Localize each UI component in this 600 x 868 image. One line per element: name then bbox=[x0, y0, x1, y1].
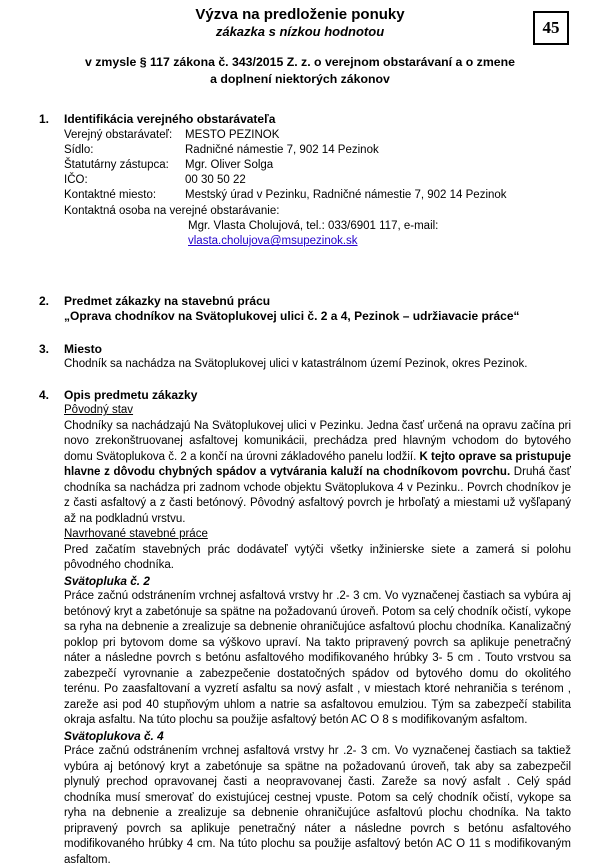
contact-email-link[interactable]: vlasta.cholujova@msupezinok.sk bbox=[188, 235, 358, 248]
subheading-proposed-works: Navrhované stavebné práce bbox=[64, 528, 208, 541]
paragraph-bold-text: K tejto oprave sa pristupuje hlavne z dôvodu chybných spádov a vytvárania kaluží na chodníkovom povrchu. bbox=[64, 450, 571, 479]
section-heading: Predmet zákazky na stavebnú prácu bbox=[64, 293, 271, 308]
law-line-1: v zmysle § 117 zákona č. 343/2015 Z. z. o verejnom obstarávaní a o zmene bbox=[85, 55, 515, 69]
kv-row-address bbox=[64, 143, 571, 158]
subheading-svatopluka-2: Svätopluka č. 2 bbox=[64, 573, 150, 588]
paragraph-text: Chodníky sa nachádzajú Na Svätoplukovej ulici v Pezinku. Jedna časť určená na opravu začína pri novo zrekonštruovanej asfaltovej komunikácii, prechádza pred hlavným vchodom do bytového domu Svätoplukova č. 2 a končí na úrovni základového panelu lodžií. bbox=[64, 419, 571, 463]
contact-block bbox=[188, 219, 571, 250]
contract-subject: „Oprava chodníkov na Svätoplukovej ulici č. 2 a 4, Pezinok – udržiavacie práce“ bbox=[64, 309, 520, 324]
kv-label: IČO: bbox=[64, 174, 88, 187]
kv-label: Štatutárny zástupca: bbox=[64, 158, 169, 171]
section-subject bbox=[39, 294, 571, 325]
section-heading: Miesto bbox=[64, 341, 103, 356]
section-identification bbox=[39, 112, 571, 250]
kv-row-contact-place bbox=[64, 188, 571, 203]
section-heading: Identifikácia verejného obstarávateľa bbox=[64, 112, 276, 126]
kv-row-authority bbox=[64, 128, 571, 143]
subheading-svatoplukova-4: Svätoplukova č. 4 bbox=[64, 728, 164, 743]
kv-value: 00 30 50 22 bbox=[185, 174, 246, 187]
section-description bbox=[39, 388, 571, 868]
section-place bbox=[39, 342, 571, 373]
kv-row-ico bbox=[64, 173, 571, 188]
section-number: 1. bbox=[39, 112, 50, 126]
kv-value: MESTO PEZINOK bbox=[185, 128, 280, 141]
kv-label: Kontaktné miesto: bbox=[64, 189, 157, 202]
section-number: 4. bbox=[39, 387, 50, 402]
section-heading: Opis predmetu zákazky bbox=[64, 387, 198, 402]
kv-row-representative bbox=[64, 158, 571, 173]
page-number: 45 bbox=[542, 18, 560, 37]
kv-label: Verejný obstarávateľ: bbox=[64, 128, 173, 141]
paragraph-svatoplukova-4: Práce začnú odstránením vrchnej asfaltová vrstvy hr .2- 3 cm. Vo vyznačenej častiach sa taktiež vybúra aj betónový kryt a zabetónuje sa spätne na požadovanú úroveň, tak aby sa zabezpečil plynulý prechod opravovanej časti a neopravovanej časti. Zareže sa nový asfalt . Celý spád chodníka musí smerovať do existujúcej cestnej vpuste. Potom sa celý chodník očistí, vykope sa ryha na debnenie a zrealizuje sa debnenie ohraničujúce asfaltovú plochu chodníka. Na takto pripravený povrch sa aplikuje penetračný náter a následne povrch s betónu asfaltového modifikovaného hrúbky 4 cm. Na túto plochu sa použije asfaltový betón AC O 11 s modifikovaným asfaltom. bbox=[64, 745, 571, 866]
contact-person-label: Kontaktná osoba na verejné obstarávanie: bbox=[64, 204, 280, 217]
subheading-original-state: Pôvodný stav bbox=[64, 404, 134, 417]
contact-person-line: Mgr. Vlasta Cholujová, tel.: 033/6901 117, e-mail: bbox=[188, 219, 439, 232]
law-line-2: a doplnení niektorých zákonov bbox=[210, 72, 390, 86]
place-description: Chodník sa nachádza na Svätoplukovej ulici v katastrálnom území Pezinok, okres Pezinok. bbox=[64, 358, 528, 371]
page-number-box bbox=[533, 11, 569, 45]
kv-value: Mestský úrad v Pezinku, Radničné námestie 7, 902 14 Pezinok bbox=[185, 189, 507, 202]
section-number: 3. bbox=[39, 341, 50, 356]
section-number: 2. bbox=[39, 293, 50, 308]
kv-value: Radničné námestie 7, 902 14 Pezinok bbox=[185, 143, 379, 156]
doc-title: Výzva na predloženie ponuky bbox=[195, 6, 405, 23]
paragraph-proposed-works: Pred začatím stavebných prác dodávateľ vytýči všetky inžinierske siete a zamerá si polohu pôvodného chodníka. bbox=[64, 543, 571, 572]
kv-label: Sídlo: bbox=[64, 143, 94, 156]
doc-subtitle: zákazka s nízkou hodnotou bbox=[215, 24, 385, 39]
paragraph-original-state bbox=[64, 419, 571, 528]
paragraph-text: Druhá časť chodníka sa nachádza pri zadnom vchode objektu Svätoplukova 4 v Pezinku.. Povrch chodníkov je z časti asfaltový a z časti betónový. Pôvodný asfaltový povrch je hrboľatý a miestami už vyšľapaný až na podkladnú vrstvu. bbox=[64, 466, 571, 525]
paragraph-svatopluka-2: Práce začnú odstránením vrchnej asfaltová vrstvy hr .2- 3 cm. Vo vyznačenej častiach sa vybúra aj betónový kryt a zabetónuje sa spätne na požadovanú úroveň. Potom sa celý chodník očistí, vykope sa ryha na debnenie a zrealizuje sa debnenie ohraničujúce asfaltovú plochu chodníka. Kanalizačný poklop pri bytovom dome sa výškovo upraví. Na takto pripravený povrch sa aplikuje penetračný náter a následne povrch s betónu asfaltového modifikovaného hrúbky 3- 5 cm . Touto vrstvou sa zabezpečí vyrovnanie a zabezpečenie dostatočných spádov od bytového domu do okolitého terénu. Po zaasfaltovaní a vyzretí asfaltu sa nový asfalt , v miestach ktoré nehraničia s terénom , zareže asi pod 40 stupňovým uhlom a natrie sa asfaltovou emulziou. Tým sa zabezpečí stabilita okraja asfaltu. Na túto plochu sa použije asfaltový betón AC O 8 s modifikovaným asfaltom. bbox=[64, 590, 571, 727]
document-page bbox=[0, 6, 600, 866]
law-reference bbox=[0, 54, 600, 88]
kv-value: Mgr. Oliver Solga bbox=[185, 158, 274, 171]
